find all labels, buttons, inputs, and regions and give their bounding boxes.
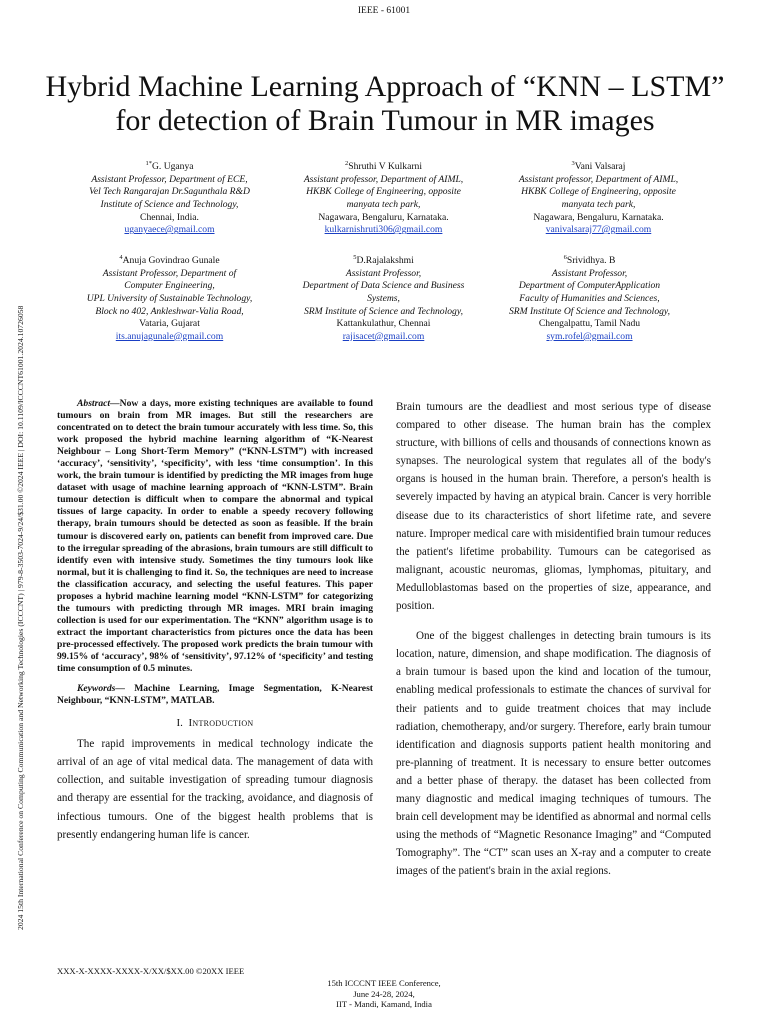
conference-line: IIT - Mandi, Kamand, India — [336, 999, 432, 1009]
section-title-text: Introduction — [188, 717, 254, 730]
doi-sidebar-note: 2024 15th International Conference on Computing Communication and Networking Technologies (ICCCNT) | 979-8-3503-7024-9/24/$31.00 ©2024 IEEE | DOI: 10.1109/ICCCNT61001.2024.10726058 — [16, 305, 25, 930]
author-name: Vani Valsaraj — [574, 161, 626, 173]
conference-line: June 24-28, 2024, — [353, 988, 415, 999]
author-affiliation: Computer Engineering, — [124, 280, 215, 292]
author-number: 2 — [345, 160, 349, 167]
intro-paragraph: The rapid improvements in medical technology indicate the arrival of an age of vital medical data. The management of data with collection, and suitable investigation of spreading tumour diagnosis and therapy are essential for the tracking, avoidance, and diagnosis of infectious tumours. One of the biggest health problems that is presently endangering human life is cancer. — [57, 738, 373, 841]
author-affiliation: HKBK College of Engineering, opposite — [306, 186, 461, 198]
author-affiliation: Assistant Professor, Department of ECE, — [91, 173, 248, 185]
author-affiliation: Assistant professor, Department of AIML, — [518, 173, 679, 185]
author-affiliation: SRM Institute of Science and Technology, — [304, 305, 463, 317]
author-affiliation: Department of Data Science and Business — [302, 280, 465, 292]
conference-line: 15th ICCCNT IEEE Conference, — [327, 978, 441, 988]
author-number: 4 — [119, 254, 123, 261]
author-email-link[interactable]: kulkarnishruti306@gmail.com — [324, 224, 443, 236]
author-affiliation: Assistant professor, Department of AIML, — [303, 173, 464, 185]
left-column — [57, 398, 373, 844]
author-location: Nagawara, Bengaluru, Karnataka. — [318, 211, 449, 223]
author-email-link[interactable]: sym.rofel@gmail.com — [546, 330, 633, 342]
author-location: Chennai, India. — [140, 211, 199, 223]
author-affiliation: manyata tech park, — [346, 198, 421, 210]
author-name: D.Rajalakshmi — [356, 255, 414, 267]
author-name: Shruthi V Kulkarni — [348, 161, 422, 173]
keywords-paragraph — [57, 683, 373, 707]
right-column — [396, 398, 711, 880]
author-block-1 — [62, 158, 277, 237]
abstract-label: Abstract— — [77, 398, 120, 409]
author-name: Srividhya. B — [566, 255, 616, 267]
author-affiliation: SRM Institute Of Science and Technology, — [508, 305, 671, 317]
section-heading — [57, 717, 373, 729]
author-affiliation: Assistant Professor, — [345, 267, 422, 279]
author-name: Anuja Govindrao Gunale — [122, 255, 220, 267]
author-name: G. Uganya — [151, 161, 194, 173]
author-email-link[interactable]: its.anujagunale@gmail.com — [115, 330, 224, 342]
author-number: 5 — [353, 254, 357, 261]
author-number: 6 — [563, 254, 567, 261]
author-location: Chengalpattu, Tamil Nadu — [538, 318, 641, 330]
author-email-link[interactable]: uganyaece@gmail.com — [124, 224, 215, 236]
abstract-text: Now a days, more existing techniques are available to found tumours on brain from MR images. But still the researchers are concentrated on to detect the brain tumour accurately with less time. So, this work proposed the hybrid machine learning algorithm of “K-Nearest Neighbour – Long Short-Term Memory” (“KNN-LSTM”) with increased ‘accuracy’, ‘sensitivity’, ‘specificity’, with less ‘time consumption’. In this work, the brain tumour is identified by predicting the MR images from huge dataset with usage of machine learning approach of “KNN-LSTM”. Brain tumour detection is difficult when to compare the abnormal and typical tissues of large capacity. In order to enable a speedy recovery following therapy, brain tumours should be detected as soon as feasible. If the brain tumour is discovered early on, patients can benefit from improved care. Due to the irregular spreading of the abrasions, brain tumours are still difficult to identify even with intensive study. Sometimes the tiny tumours look like normal, but it is challenging to find it. So, the techniques are need to increase the classification accuracy, and selecting the useful features. This paper proposes a hybrid machine learning model “KNN-LSTM” for categorizing the tumours with predicting through MR images. MRI brain imaging collection is used for our experimentation. The “KNN” algorithm usage is to extract the important characteristics from pictures once the data has been pre-processed effectively. The proposed work predicts the brain tumour with 99.15% of ‘accuracy’, 98% of ‘sensitivity’, 97.12% of ‘specificity’ and testing time consumption of 0.5 minutes. — [57, 398, 373, 675]
author-block-5 — [276, 252, 491, 343]
keywords-text: Machine Learning, Image Segmentation, K-Nearest Neighbour, “KNN-LSTM”, MATLAB. — [57, 683, 373, 707]
paper-title: Hybrid Machine Learning Approach of “KNN – LSTM” for detection of Brain Tumour in MR images — [45, 70, 725, 137]
author-affiliation: Block no 402, Ankleshwar-Valia Road, — [95, 305, 244, 317]
author-affiliation: Assistant Professor, Department of — [102, 267, 237, 279]
page-header: IEEE - 61001 — [357, 6, 411, 16]
author-email-link[interactable]: vanivalsaraj77@gmail.com — [545, 224, 652, 236]
body-paragraph-1: Brain tumours are the deadliest and most serious type of disease compared to other disease. The human brain has the complex structure, with billions of cells and thousands of connections known as synapses. The neurological system that regulates all of the body's organs is housed in the human brain. Therefore, a person's health is severely impacted by having an atypical brain. Cancer is very horrible disease due to its characteristics of short lifetime rate, and severe nature. Improper medical care with misidentified brain tumour reduces the patient's lifetime probability. Tumours can be categorised as malignant, acoustic neuromas, gliomas, lymphomas, pituitary, and Medulloblastomas based on the properties of size, appearance, and position. — [396, 401, 711, 613]
body-paragraph-2: One of the biggest challenges in detecting brain tumours is its location, nature, dimension, and shape modification. The diagnosis of a brain tumour is based upon the kind and location of the tumour, enabling medical professionals to estimate the chances of survival for their patients and to guide treatment choices that may include radiation, chemotherapy, and/or surgery. Therefore, early brain tumour identification and diagnosis supports patient health monitoring and pre-planning of treatment. It is necessary to ensure better outcomes and a better phase of therapy. the dataset has been collected from many diagnostic and medical imaging techniques of tumours. The brain cell development may be identified as abnormal and normal cells using the methods of “Magnetic Resonance Imaging” and “Computed Tomography”. The “CT” scan uses an X-ray and a computer to create images of the patient's brain in the axial regions. — [396, 630, 711, 878]
author-affiliation: Faculty of Humanities and Sciences, — [519, 292, 660, 304]
author-block-3 — [491, 158, 706, 237]
author-email-link[interactable]: rajisacet@gmail.com — [342, 330, 425, 342]
author-affiliation: HKBK College of Engineering, opposite — [521, 186, 676, 198]
author-affiliation: manyata tech park, — [561, 198, 636, 210]
conference-footer — [234, 978, 534, 1010]
section-number: I. — [176, 717, 183, 730]
author-affiliation: Assistant Professor, — [551, 267, 628, 279]
author-affiliation: UPL University of Sustainable Technology, — [86, 292, 253, 304]
author-number: 3 — [571, 160, 575, 167]
keywords-label: Keywords— — [77, 683, 125, 695]
author-affiliation: Vel Tech Rangarajan Dr.Sagunthala R&D — [89, 186, 250, 198]
abstract-paragraph — [57, 398, 373, 675]
author-affiliation: Systems, — [367, 292, 400, 304]
copyright-footer: XXX-X-XXXX-XXXX-X/XX/$XX.00 ©20XX IEEE — [57, 966, 245, 976]
author-block-6 — [482, 252, 697, 343]
author-affiliation: Department of ComputerApplication — [518, 280, 661, 292]
author-block-2 — [276, 158, 491, 237]
author-location: Nagawara, Bengaluru, Karnataka. — [533, 211, 664, 223]
author-number: 1* — [145, 160, 152, 167]
author-block-4 — [62, 252, 277, 343]
author-affiliation: Institute of Science and Technology, — [100, 198, 239, 210]
author-location: Vataria, Gujarat — [139, 318, 200, 330]
author-location: Kattankulathur, Chennai — [336, 318, 431, 330]
